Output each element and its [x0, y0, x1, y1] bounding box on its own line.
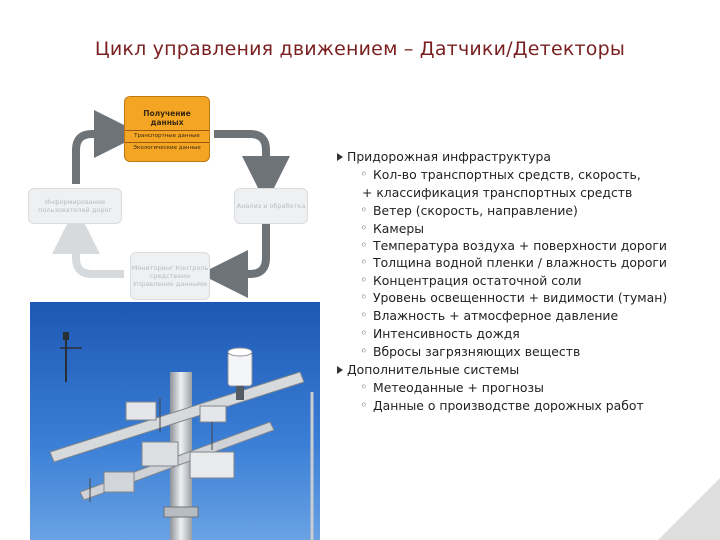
traffic-cycle-diagram	[28, 92, 328, 304]
section-heading: Придорожная инфраструктура	[335, 148, 675, 166]
node-data-collection	[124, 96, 210, 162]
node-analysis: Анализ и обработка	[234, 188, 308, 224]
list-item: ◦ Данные о производстве дорожных работ	[335, 397, 675, 415]
node-data-collection-row: Экологические данные	[125, 142, 209, 154]
list-item: ◦ Камеры	[335, 220, 675, 238]
arrow-top-to-right	[214, 134, 266, 180]
node-user-information: Информирование пользователей дорог	[28, 188, 122, 224]
list-item: ◦ Вбросы загрязняющих веществ	[335, 343, 675, 361]
sensor-list	[335, 148, 675, 415]
arrow-left-to-top	[76, 134, 118, 184]
slide-title: Цикл управления движением – Датчики/Детекторы	[94, 38, 626, 60]
list-item: ◦ Метеоданные + прогнозы	[335, 379, 675, 397]
list-item: ◦ Концентрация остаточной соли	[335, 272, 675, 290]
node-data-collection-row: Транспортные данные	[125, 130, 209, 142]
list-item: ◦ Кол-во транспортных средств, скорость,	[335, 166, 675, 184]
node-monitoring: Мониторинг Контроль средствами Управление данными	[130, 252, 210, 300]
list-item: ◦ Уровень освещенности + видимости (туман)	[335, 290, 675, 307]
list-item: ◦ Толщина водной пленки / влажность дороги	[335, 255, 675, 272]
weather-station-photo	[30, 302, 320, 540]
node-data-collection-title: Получение данных	[143, 108, 191, 127]
list-item: ◦ Интенсивность дождя	[335, 325, 675, 343]
list-item: + классификация транспортных средств	[362, 185, 633, 200]
section-heading: Дополнительные системы	[335, 361, 675, 379]
list-item: ◦ Влажность + атмосферное давление	[335, 307, 675, 325]
arrow-bottom-to-left	[76, 230, 124, 274]
slide-corner-decoration	[658, 478, 720, 540]
list-item: ◦ Температура воздуха + поверхности дороги	[335, 238, 675, 255]
arrow-right-to-bottom	[224, 220, 266, 274]
list-item: ◦ Ветер (скорость, направление)	[335, 202, 675, 220]
